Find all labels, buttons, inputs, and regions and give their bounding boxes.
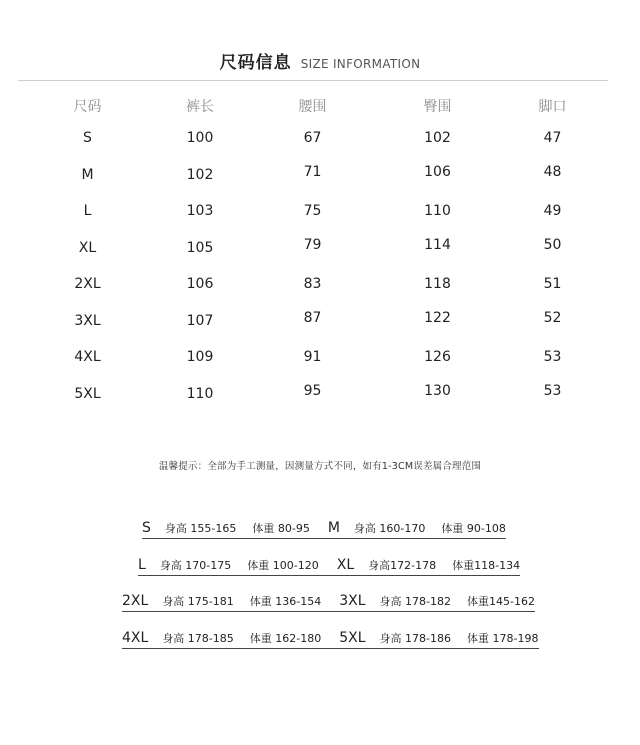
table-row: [20, 230, 620, 267]
fit-weight: 体重 80-95: [252, 522, 310, 535]
fit-size: 4XL: [122, 630, 149, 646]
fit-size: 5XL: [339, 630, 366, 646]
header-waist: 腰围: [298, 99, 327, 115]
table-header-row: [20, 92, 620, 120]
fit-guide-line: [142, 520, 506, 539]
table-row: [20, 266, 620, 303]
header-size: 尺码: [73, 99, 102, 115]
cell-size: S: [83, 130, 92, 147]
cell-leg-opening: 53: [543, 382, 562, 399]
fit-height: 身高 178-185: [162, 632, 234, 645]
size-table: [20, 92, 620, 412]
cell-leg-opening: 48: [543, 163, 562, 180]
cell-hip: 122: [424, 309, 451, 326]
table-row: [20, 157, 620, 194]
header-length: 裤长: [186, 99, 214, 115]
cell-waist: 83: [303, 276, 322, 293]
measurement-note: 温馨提示：全部为手工测量，因测量方式不同，如有1-3CM误差属合理范围: [158, 461, 482, 472]
fit-weight: 体重145-162: [467, 595, 535, 608]
cell-length: 105: [186, 239, 214, 256]
table-row: [20, 376, 620, 413]
cell-size: 5XL: [74, 385, 101, 402]
cell-length: 100: [186, 130, 214, 147]
cell-leg-opening: 50: [543, 236, 562, 253]
fit-height: 身高 178-186: [379, 632, 452, 645]
cell-leg-opening: 47: [543, 130, 562, 147]
fit-height: 身高 175-181: [162, 595, 234, 608]
title-english: SIZE INFORMATION: [300, 57, 421, 71]
cell-length: 103: [186, 203, 214, 220]
fit-size: 3XL: [339, 593, 366, 609]
cell-waist: 71: [303, 163, 322, 180]
fit-guide-line: [138, 557, 520, 576]
cell-waist: 95: [303, 382, 322, 399]
cell-length: 106: [186, 276, 214, 293]
table-row: [20, 193, 620, 230]
cell-size: 3XL: [74, 312, 101, 329]
cell-hip: 114: [424, 236, 451, 253]
fit-guide-line: [122, 593, 535, 612]
fit-height: 身高 160-170: [353, 522, 426, 535]
table-body: [20, 120, 620, 412]
cell-waist: 87: [303, 309, 322, 326]
cell-hip: 118: [424, 276, 451, 293]
cell-size: L: [83, 203, 92, 220]
fit-size: M: [327, 520, 340, 536]
cell-leg-opening: 52: [543, 309, 562, 326]
fit-size: S: [142, 520, 151, 536]
fit-weight: 体重 100-120: [247, 559, 319, 572]
cell-size: 4XL: [74, 349, 101, 366]
fit-height: 身高 155-165: [164, 522, 237, 535]
cell-leg-opening: 51: [543, 276, 562, 293]
cell-hip: 102: [424, 130, 451, 147]
fit-weight: 体重 90-108: [441, 522, 506, 535]
cell-waist: 75: [303, 203, 322, 220]
cell-hip: 126: [424, 349, 451, 366]
cell-length: 107: [186, 312, 214, 329]
fit-weight: 体重 136-154: [249, 595, 322, 608]
table-row: [20, 339, 620, 376]
header-leg-opening: 脚口: [538, 99, 567, 115]
cell-waist: 91: [303, 349, 322, 366]
header-hip: 臀围: [423, 99, 452, 115]
fit-guide-line: [122, 630, 539, 649]
cell-waist: 67: [303, 130, 322, 147]
cell-leg-opening: 53: [543, 349, 562, 366]
fit-height: 身高 178-182: [379, 595, 452, 608]
fit-height: 身高 170-175: [159, 559, 232, 572]
table-row: [20, 303, 620, 340]
fit-weight: 体重 178-198: [467, 632, 539, 645]
cell-size: XL: [78, 239, 97, 256]
cell-leg-opening: 49: [543, 203, 562, 220]
page-title: [0, 48, 640, 73]
table-row: [20, 120, 620, 157]
cell-length: 102: [186, 166, 214, 183]
fit-weight: 体重 162-180: [249, 632, 322, 645]
fit-size: 2XL: [122, 593, 149, 609]
title-chinese: 尺码信息: [219, 53, 292, 73]
cell-length: 109: [186, 349, 214, 366]
title-divider: [18, 80, 608, 81]
fit-height: 身高172-178: [368, 559, 437, 572]
cell-hip: 130: [424, 382, 451, 399]
cell-size: M: [81, 166, 94, 183]
cell-waist: 79: [303, 236, 322, 253]
cell-size: 2XL: [74, 276, 101, 293]
cell-hip: 106: [424, 163, 451, 180]
fit-size: L: [138, 557, 146, 573]
cell-hip: 110: [424, 203, 451, 220]
cell-length: 110: [186, 385, 214, 402]
fit-size: XL: [336, 557, 355, 573]
fit-weight: 体重118-134: [452, 559, 521, 572]
